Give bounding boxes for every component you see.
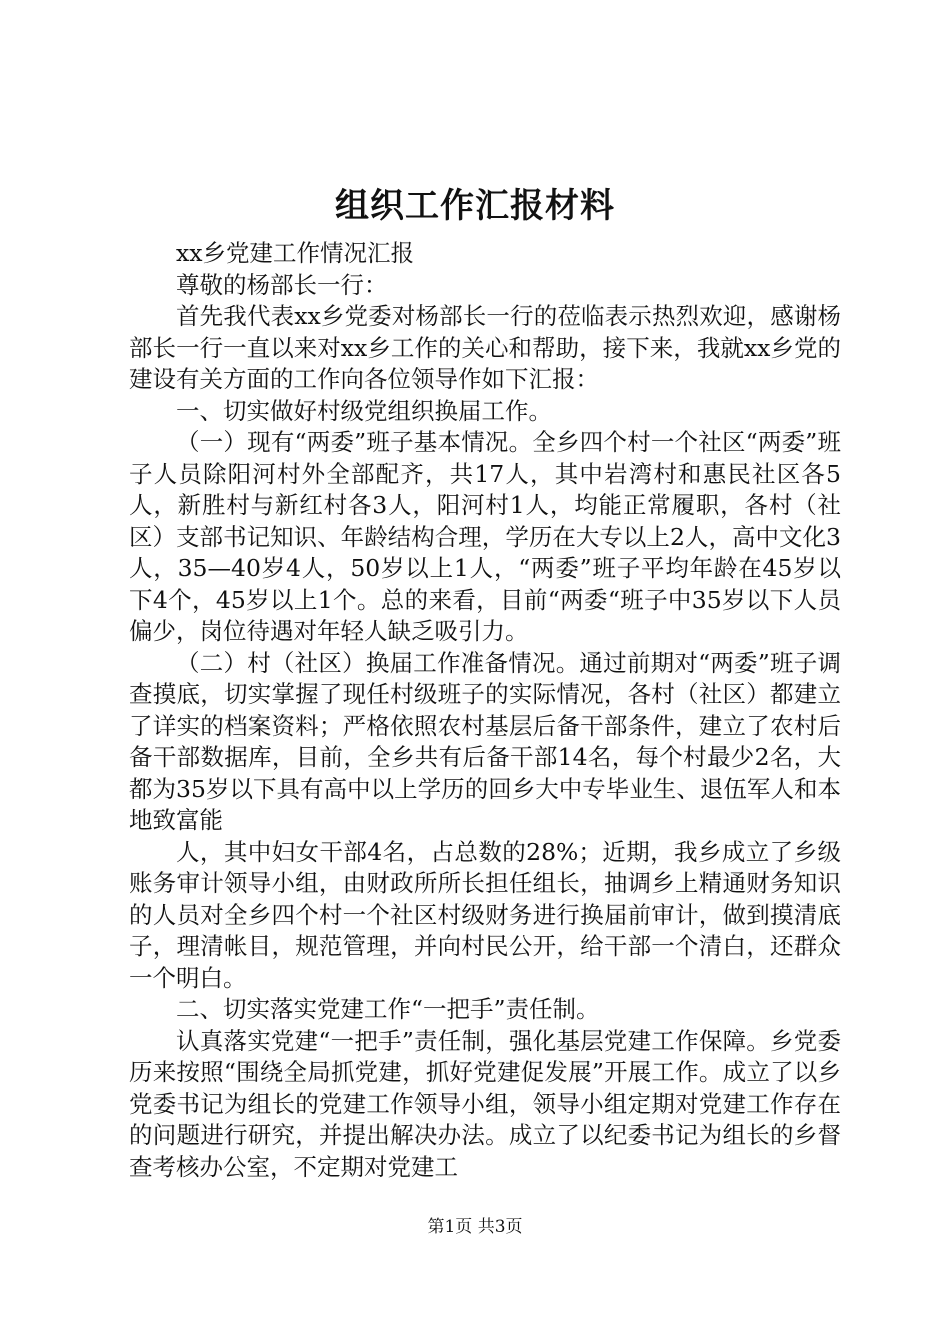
page-indicator: 第1页 共3页 xyxy=(427,1217,523,1237)
paragraph-salutation: 尊敬的杨部长一行： xyxy=(176,270,388,299)
document-body xyxy=(129,238,841,1183)
paragraph-subsection-2: （二）村（社区）换届工作准备情况。通过前期对“两委”班子调查摸底，切实掌握了现任村级班子的实际情况，各村（社区）都建立了详实的档案资料；严格依照农村基层后备干部条件，建立了农村后备干部数据库，目前，全乡共有后备干部14名，每个村最少2名，大都为35岁以下具有高中以上学历的回乡大中专毕业生、退伍军人和本地致富能 xyxy=(129,648,841,834)
paragraph-subsection-1: （一）现有“两委”班子基本情况。全乡四个村一个社区“两委”班子人员除阳河村外全部配齐，共17人，其中岩湾村和惠民社区各5人，新胜村与新红村各3人，阳河村1人，均能正常履职，各村（社区）支部书记知识、年龄结构合理，学历在大专以上2人，高中文化3人，35—40岁4人，50岁以上1人，“两委”班子平均年龄在45岁以下4个，45岁以上1个。总的来看，目前“两委“班子中35岁以下人员偏少，岗位待遇对年轻人缺乏吸引力。 xyxy=(129,428,841,645)
section-heading-1: 一、切实做好村级党组织换届工作。 xyxy=(176,396,552,425)
paragraph-continuation: 人，其中妇女干部4名，占总数的28%；近期，我乡成立了乡级账务审计领导小组，由财政所所长担任组长，抽调乡上精通财务知识的人员对全乡四个村一个社区村级财务进行换届前审计，做到摸清底子，理清帐目，规范管理，并向村民公开，给干部一个清白，还群众一个明白。 xyxy=(129,837,841,992)
paragraph-section-2-body: 认真落实党建“一把手”责任制，强化基层党建工作保障。乡党委历来按照“围绕全局抓党建，抓好党建促发展”开展工作。成立了以乡党委书记为组长的党建工作领导小组，领导小组定期对党建工作存在的问题进行研究，并提出解决办法。成立了以纪委书记为组长的乡督查考核办公室，不定期对党建工 xyxy=(129,1026,841,1181)
document-title: 组织工作汇报材料 xyxy=(335,186,615,226)
paragraph-intro: 首先我代表xx乡党委对杨部长一行的莅临表示热烈欢迎，感谢杨部长一行一直以来对xx乡工作的关心和帮助，接下来，我就xx乡党的建设有关方面的工作向各位领导作如下汇报： xyxy=(129,302,841,393)
paragraph-heading-line: xx乡党建工作情况汇报 xyxy=(176,239,415,267)
section-heading-2: 二、切实落实党建工作“一把手”责任制。 xyxy=(176,995,600,1023)
